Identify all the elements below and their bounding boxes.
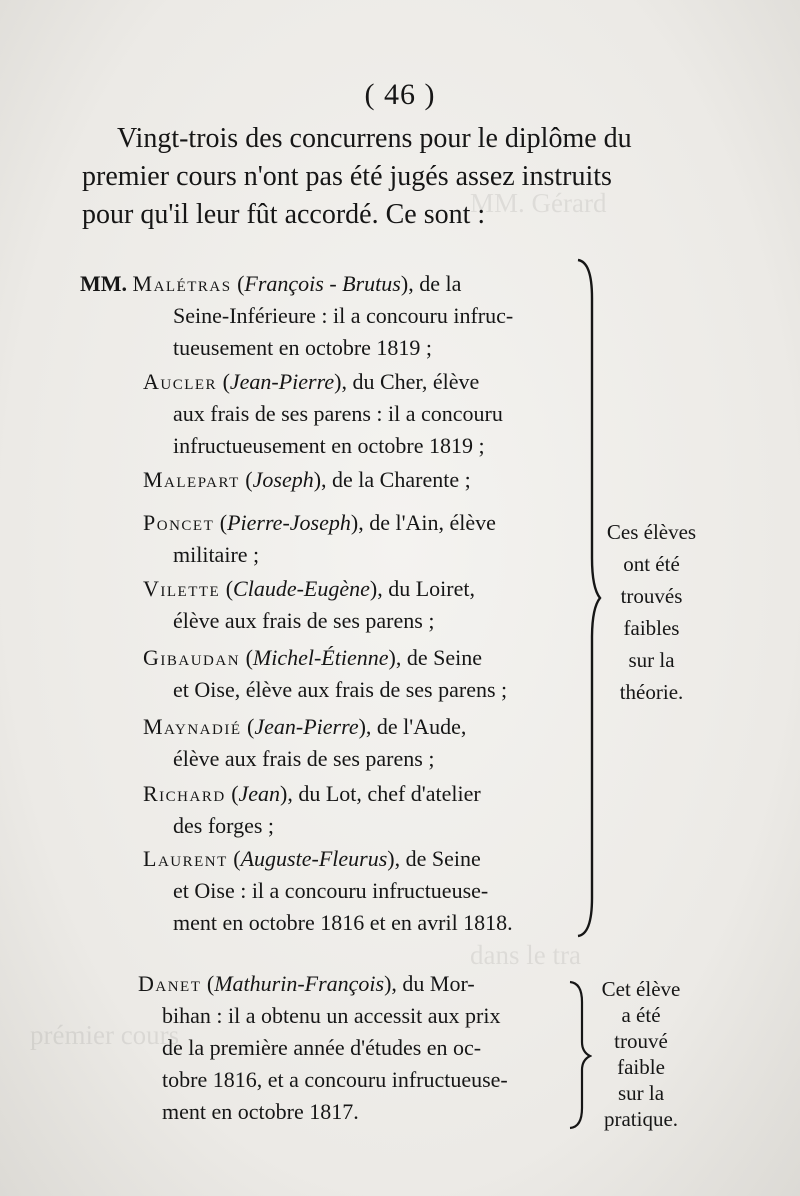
- bleed-through: MM. Gérard: [470, 188, 607, 218]
- surname: Maynadié: [143, 714, 242, 739]
- entry-line: militaire ;: [173, 542, 260, 567]
- surname: Laurent: [143, 846, 228, 871]
- entry-line: aux frais de ses parens : il a concouru: [173, 401, 503, 426]
- entry-line: ment en octobre 1817.: [162, 1099, 359, 1124]
- surname: Richard: [143, 781, 226, 806]
- entry-line: des forges ;: [173, 813, 275, 838]
- intro-line: Vingt-trois des concurrens pour le diplôme du: [117, 123, 632, 154]
- list-item: Vilette (Claude-Eugène), du Loiret, élève aux frais de ses parens ;: [143, 573, 583, 637]
- surname: Danet: [138, 971, 202, 996]
- list-item: Malepart (Joseph), de la Charente ;: [143, 467, 471, 492]
- list-item: Gibaudan (Michel-Étienne), de Seine et Oise, élève aux frais de ses parens ;: [143, 642, 583, 706]
- bleed-through: prémier cours: [30, 1020, 180, 1050]
- page-number: ( 46 ): [364, 78, 436, 111]
- surname: Poncet: [143, 510, 215, 535]
- entry-line: bihan : il a obtenu un accessit aux prix: [162, 1003, 501, 1028]
- given-names: Jean-Pierre: [229, 369, 335, 394]
- list-item: Maynadié (Jean-Pierre), de l'Aude, élève aux frais de ses parens ;: [143, 711, 583, 775]
- surname: Gibaudan: [143, 645, 241, 670]
- list-item: Aucler (Jean-Pierre), du Cher, élève aux frais de ses parens : il a concouru infructueusement en octobre 1819 ;: [143, 366, 583, 462]
- note-theory: Ces élèves ont été trouvés faibles sur la théorie.: [606, 520, 697, 704]
- surname: Vilette: [143, 576, 221, 601]
- given-names: Mathurin-François: [214, 971, 385, 996]
- prefix: MM.: [80, 271, 128, 296]
- entry-line: tobre 1816, et a concouru infructueuse-: [162, 1067, 508, 1092]
- entry-line: tueusement en octobre 1819 ;: [173, 335, 433, 360]
- given-names: Pierre-Joseph: [227, 510, 351, 535]
- given-names: Jean-Pierre: [254, 714, 359, 739]
- list-item: Laurent (Auguste-Fleurus), de Seine et Oise : il a concouru infructueuse- ment en octobre 1816 et en avril 1818.: [143, 843, 583, 939]
- entry-line: ment en octobre 1816 et en avril 1818.: [173, 910, 513, 935]
- surname: Malétras: [132, 271, 232, 296]
- given-names: Joseph: [252, 467, 314, 492]
- entry-line: et Oise, élève aux frais de ses parens ;: [173, 677, 508, 702]
- entry-line: infructueusement en octobre 1819 ;: [173, 433, 485, 458]
- entry-line: de la première année d'études en oc-: [162, 1035, 482, 1060]
- list-item: Richard (Jean), du Lot, chef d'atelier des forges ;: [143, 778, 583, 842]
- surname: Malepart: [143, 467, 240, 492]
- given-names: Claude-Eugène: [233, 576, 370, 601]
- bleed-through: dans le tra: [470, 940, 581, 970]
- entry-line: et Oise : il a concouru infructueuse-: [173, 878, 489, 903]
- intro-paragraph: [82, 120, 722, 234]
- given-names: Jean: [238, 781, 281, 806]
- given-names: Michel-Étienne: [252, 645, 389, 670]
- note-practice: Cet élève a été trouvé faible sur la pratique.: [601, 977, 681, 1131]
- list-item: Poncet (Pierre-Joseph), de l'Ain, élève militaire ;: [143, 507, 583, 571]
- list-item: MM. Malétras (François - Brutus), de la Seine-Inférieure : il a concouru infruc- tueusement en octobre 1819 ;: [80, 268, 520, 364]
- given-names: Auguste-Fleurus: [240, 846, 388, 871]
- list-item: Danet (Mathurin-François), du Mor- bihan : il a obtenu un accessit aux prix de la première année d'études en oc- tobre 1816, et a concouru infructueuse- ment en octobre 1817.: [138, 968, 578, 1128]
- given-names: François - Brutus: [244, 271, 401, 296]
- surname: Aucler: [143, 369, 218, 394]
- entry-line: élève aux frais de ses parens ;: [173, 608, 435, 633]
- intro-line: premier cours n'ont pas été jugés assez instruits: [82, 161, 612, 192]
- entry-line: élève aux frais de ses parens ;: [173, 746, 435, 771]
- entry-line: Seine-Inférieure : il a concouru infruc-: [173, 303, 514, 328]
- intro-line: pour qu'il leur fût accordé. Ce sont :: [82, 199, 486, 230]
